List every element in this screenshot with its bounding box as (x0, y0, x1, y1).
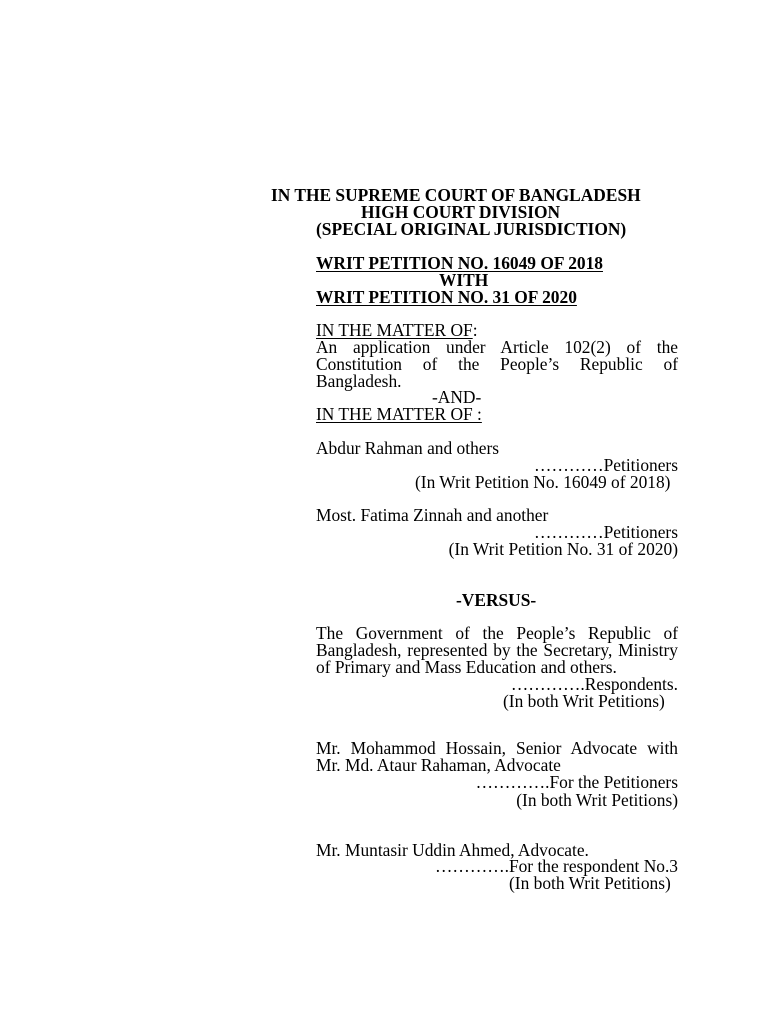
respondent-line: Bangladesh, represented by the Secretary, Ministry (316, 640, 678, 660)
petitioner-case: (In Writ Petition No. 16049 of 2018) (415, 472, 671, 492)
respondent-line: The Government of the People’s Republic of (316, 623, 678, 643)
respondent-role: ………….Respondents. (510, 674, 678, 694)
counsel-respondent-line: Mr. Muntasir Uddin Ahmed, Advocate. (316, 840, 589, 860)
with-connector: WITH (439, 270, 489, 290)
court-jurisdiction: (SPECIAL ORIGINAL JURISDICTION) (316, 219, 627, 239)
counsel-respondent-case: (In both Writ Petitions) (509, 873, 671, 893)
counsel-respondent-role: ………….For the respondent No.3 (435, 856, 678, 876)
petition-number-1: WRIT PETITION NO. 16049 OF 2018 (316, 253, 603, 273)
court-division: HIGH COURT DIVISION (361, 202, 561, 222)
matter-heading-2: IN THE MATTER OF : (316, 404, 482, 424)
respondent-case: (In both Writ Petitions) (503, 691, 665, 711)
and-connector: -AND- (432, 387, 482, 407)
matter-1-line: Bangladesh. (316, 371, 402, 391)
respondent-line: of Primary and Mass Education and others. (316, 657, 617, 677)
matter-1-line: Constitution of the People’s Republic of (316, 354, 678, 374)
counsel-petitioners-line: Mr. Mohammod Hossain, Senior Advocate with (316, 738, 678, 758)
petitioner-role: …………Petitioners (534, 522, 678, 542)
versus-heading: -VERSUS- (456, 590, 537, 610)
matter-heading-1-label: IN THE MATTER OF (316, 320, 473, 340)
matter-heading-1-colon: : (472, 320, 478, 340)
petition-number-2: WRIT PETITION NO. 31 OF 2020 (316, 287, 577, 307)
petitioner-name: Most. Fatima Zinnah and another (316, 505, 549, 525)
court-name: IN THE SUPREME COURT OF BANGLADESH (271, 185, 641, 205)
counsel-petitioners-line: Mr. Md. Ataur Rahaman, Advocate (316, 755, 561, 775)
petitioner-case: (In Writ Petition No. 31 of 2020) (448, 539, 678, 559)
matter-1-line: An application under Article 102(2) of the (316, 337, 678, 357)
petitioner-role: …………Petitioners (534, 455, 678, 475)
counsel-petitioners-role: ………….For the Petitioners (475, 772, 678, 792)
counsel-petitioners-case: (In both Writ Petitions) (516, 790, 678, 810)
petitioner-name: Abdur Rahman and others (316, 438, 500, 458)
